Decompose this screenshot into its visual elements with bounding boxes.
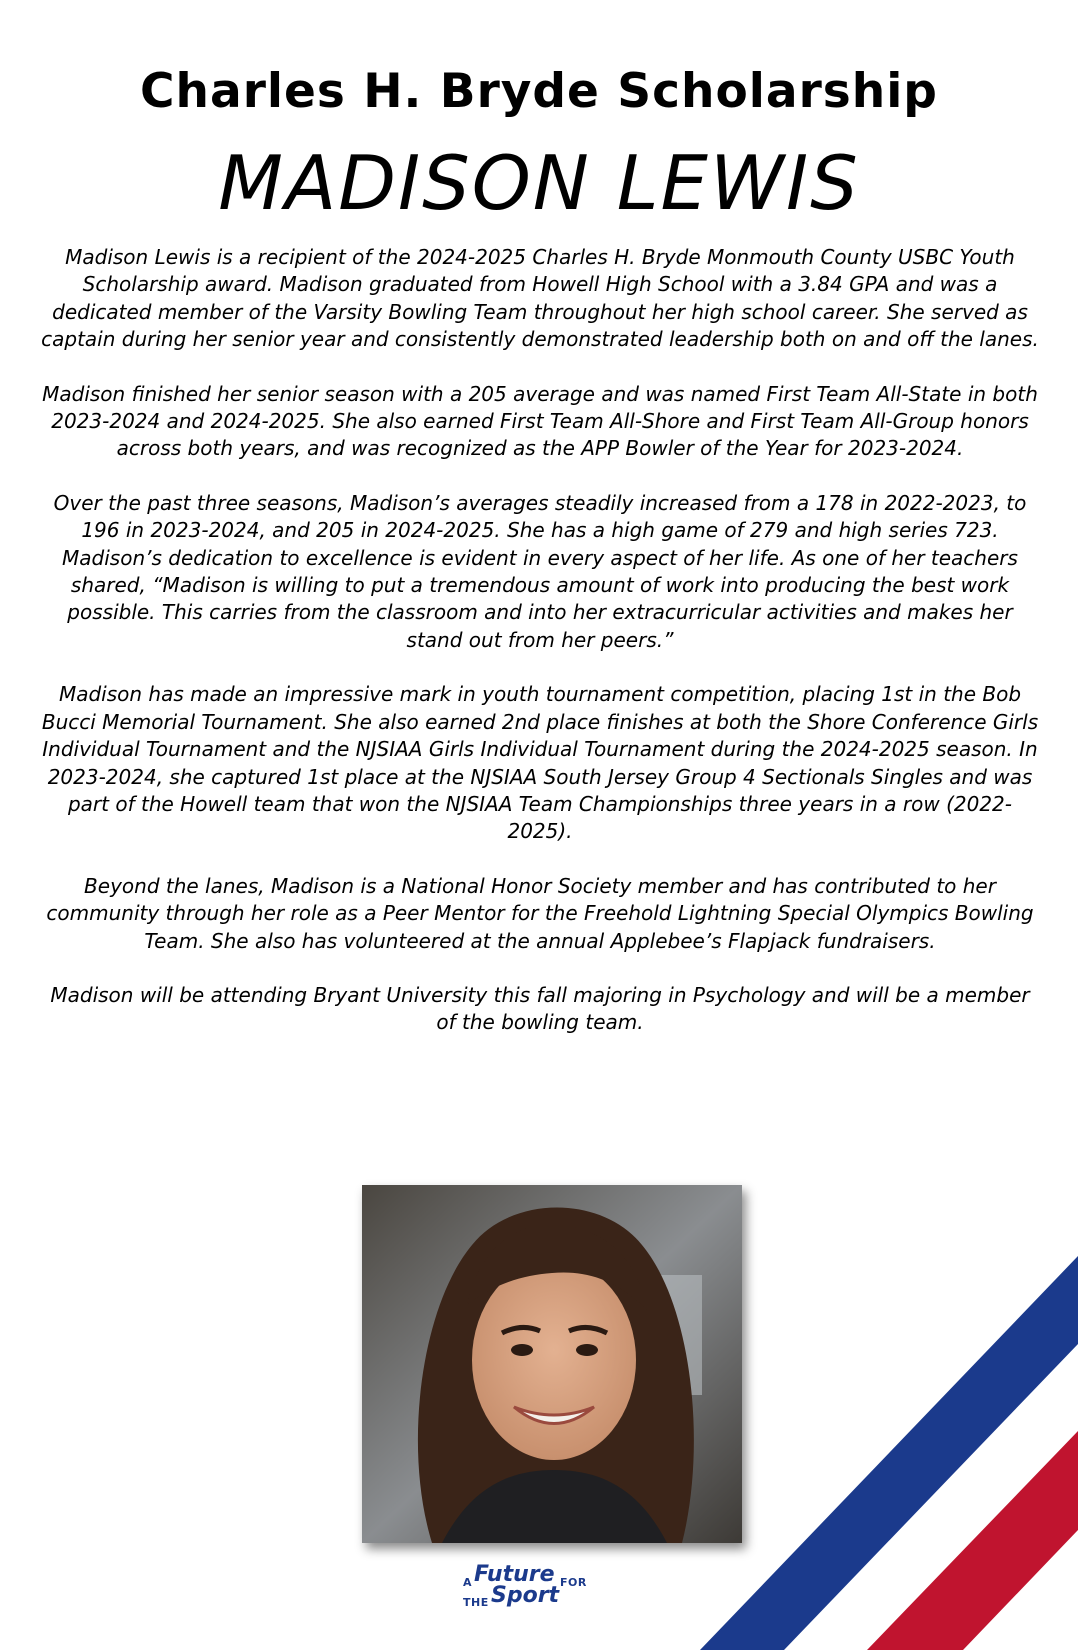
right-eye bbox=[576, 1344, 598, 1356]
face bbox=[472, 1260, 636, 1460]
future-for-the-sport-logo bbox=[463, 1562, 623, 1612]
bio-paragraph: Over the past three seasons, Madison’s averages steadily increased from a 178 in 2022-2023, to 196 in 2023-2024, and 205 in 2024-2025. She has a high game of 279 and high series 723. Madison’s dedication to excellence is evident in every aspect of her life. As one of her teachers shared, “Madison is willing to put a tremendous amount of work into producing the best work possible. This carries from the classroom and into her extracurricular activities and makes her stand out from her peers.” bbox=[53, 490, 1027, 652]
logo-for: FOR bbox=[560, 1576, 587, 1589]
logo-sport: Sport bbox=[491, 1583, 560, 1608]
left-eye bbox=[511, 1344, 533, 1356]
scholarship-title: Charles H. Bryde Scholarship bbox=[140, 64, 938, 119]
biography bbox=[40, 244, 1040, 1064]
blue-stripe bbox=[700, 1256, 1078, 1650]
logo-a: A bbox=[463, 1576, 473, 1589]
logo-the: THE bbox=[463, 1596, 489, 1609]
bio-paragraph: Madison finished her senior season with a 205 average and was named First Team All-State in both 2023-2024 and 2024-2025. She also earned First Team All-Shore and First Team All-Group honors across both years, and was recognized as the APP Bowler of the Year for 2023-2024. bbox=[42, 381, 1038, 461]
bio-paragraph: Madison will be attending Bryant University this fall majoring in Psychology and will be a member of the bowling team. bbox=[50, 982, 1030, 1035]
recipient-name: MADISON LEWIS bbox=[218, 139, 860, 227]
bio-paragraph: Beyond the lanes, Madison is a National Honor Society member and has contributed to her community through her role as a Peer Mentor for the Freehold Lightning Special Olympics Bowling Team. She also has volunteered at the annual Applebee’s Flapjack fundraisers. bbox=[46, 873, 1034, 953]
logo-future: Future bbox=[474, 1562, 555, 1587]
bio-paragraph: Madison Lewis is a recipient of the 2024-2025 Charles H. Bryde Monmouth County USBC Youth Scholarship award. Madison graduated from Howell High School with a 3.84 GPA and was a dedicated member of the Varsity Bowling Team throughout her high school career. She served as captain during her senior year and consistently demonstrated leadership both on and off the lanes. bbox=[41, 245, 1039, 352]
bio-paragraph: Madison has made an impressive mark in youth tournament competition, placing 1st in the Bob Bucci Memorial Tournament. She also earned 2nd place finishes at both the Shore Conference Girls Individual Tournament and the NJSIAA Girls Individual Tournament during the 2024-2025 season. In 2023-2024, she captured 1st place at the NJSIAA South Jersey Group 4 Sectionals Singles and was part of the Howell team that won the NJSIAA Team Championships three years in a row (2022-2025). bbox=[41, 682, 1039, 844]
recipient-photo bbox=[362, 1185, 742, 1543]
